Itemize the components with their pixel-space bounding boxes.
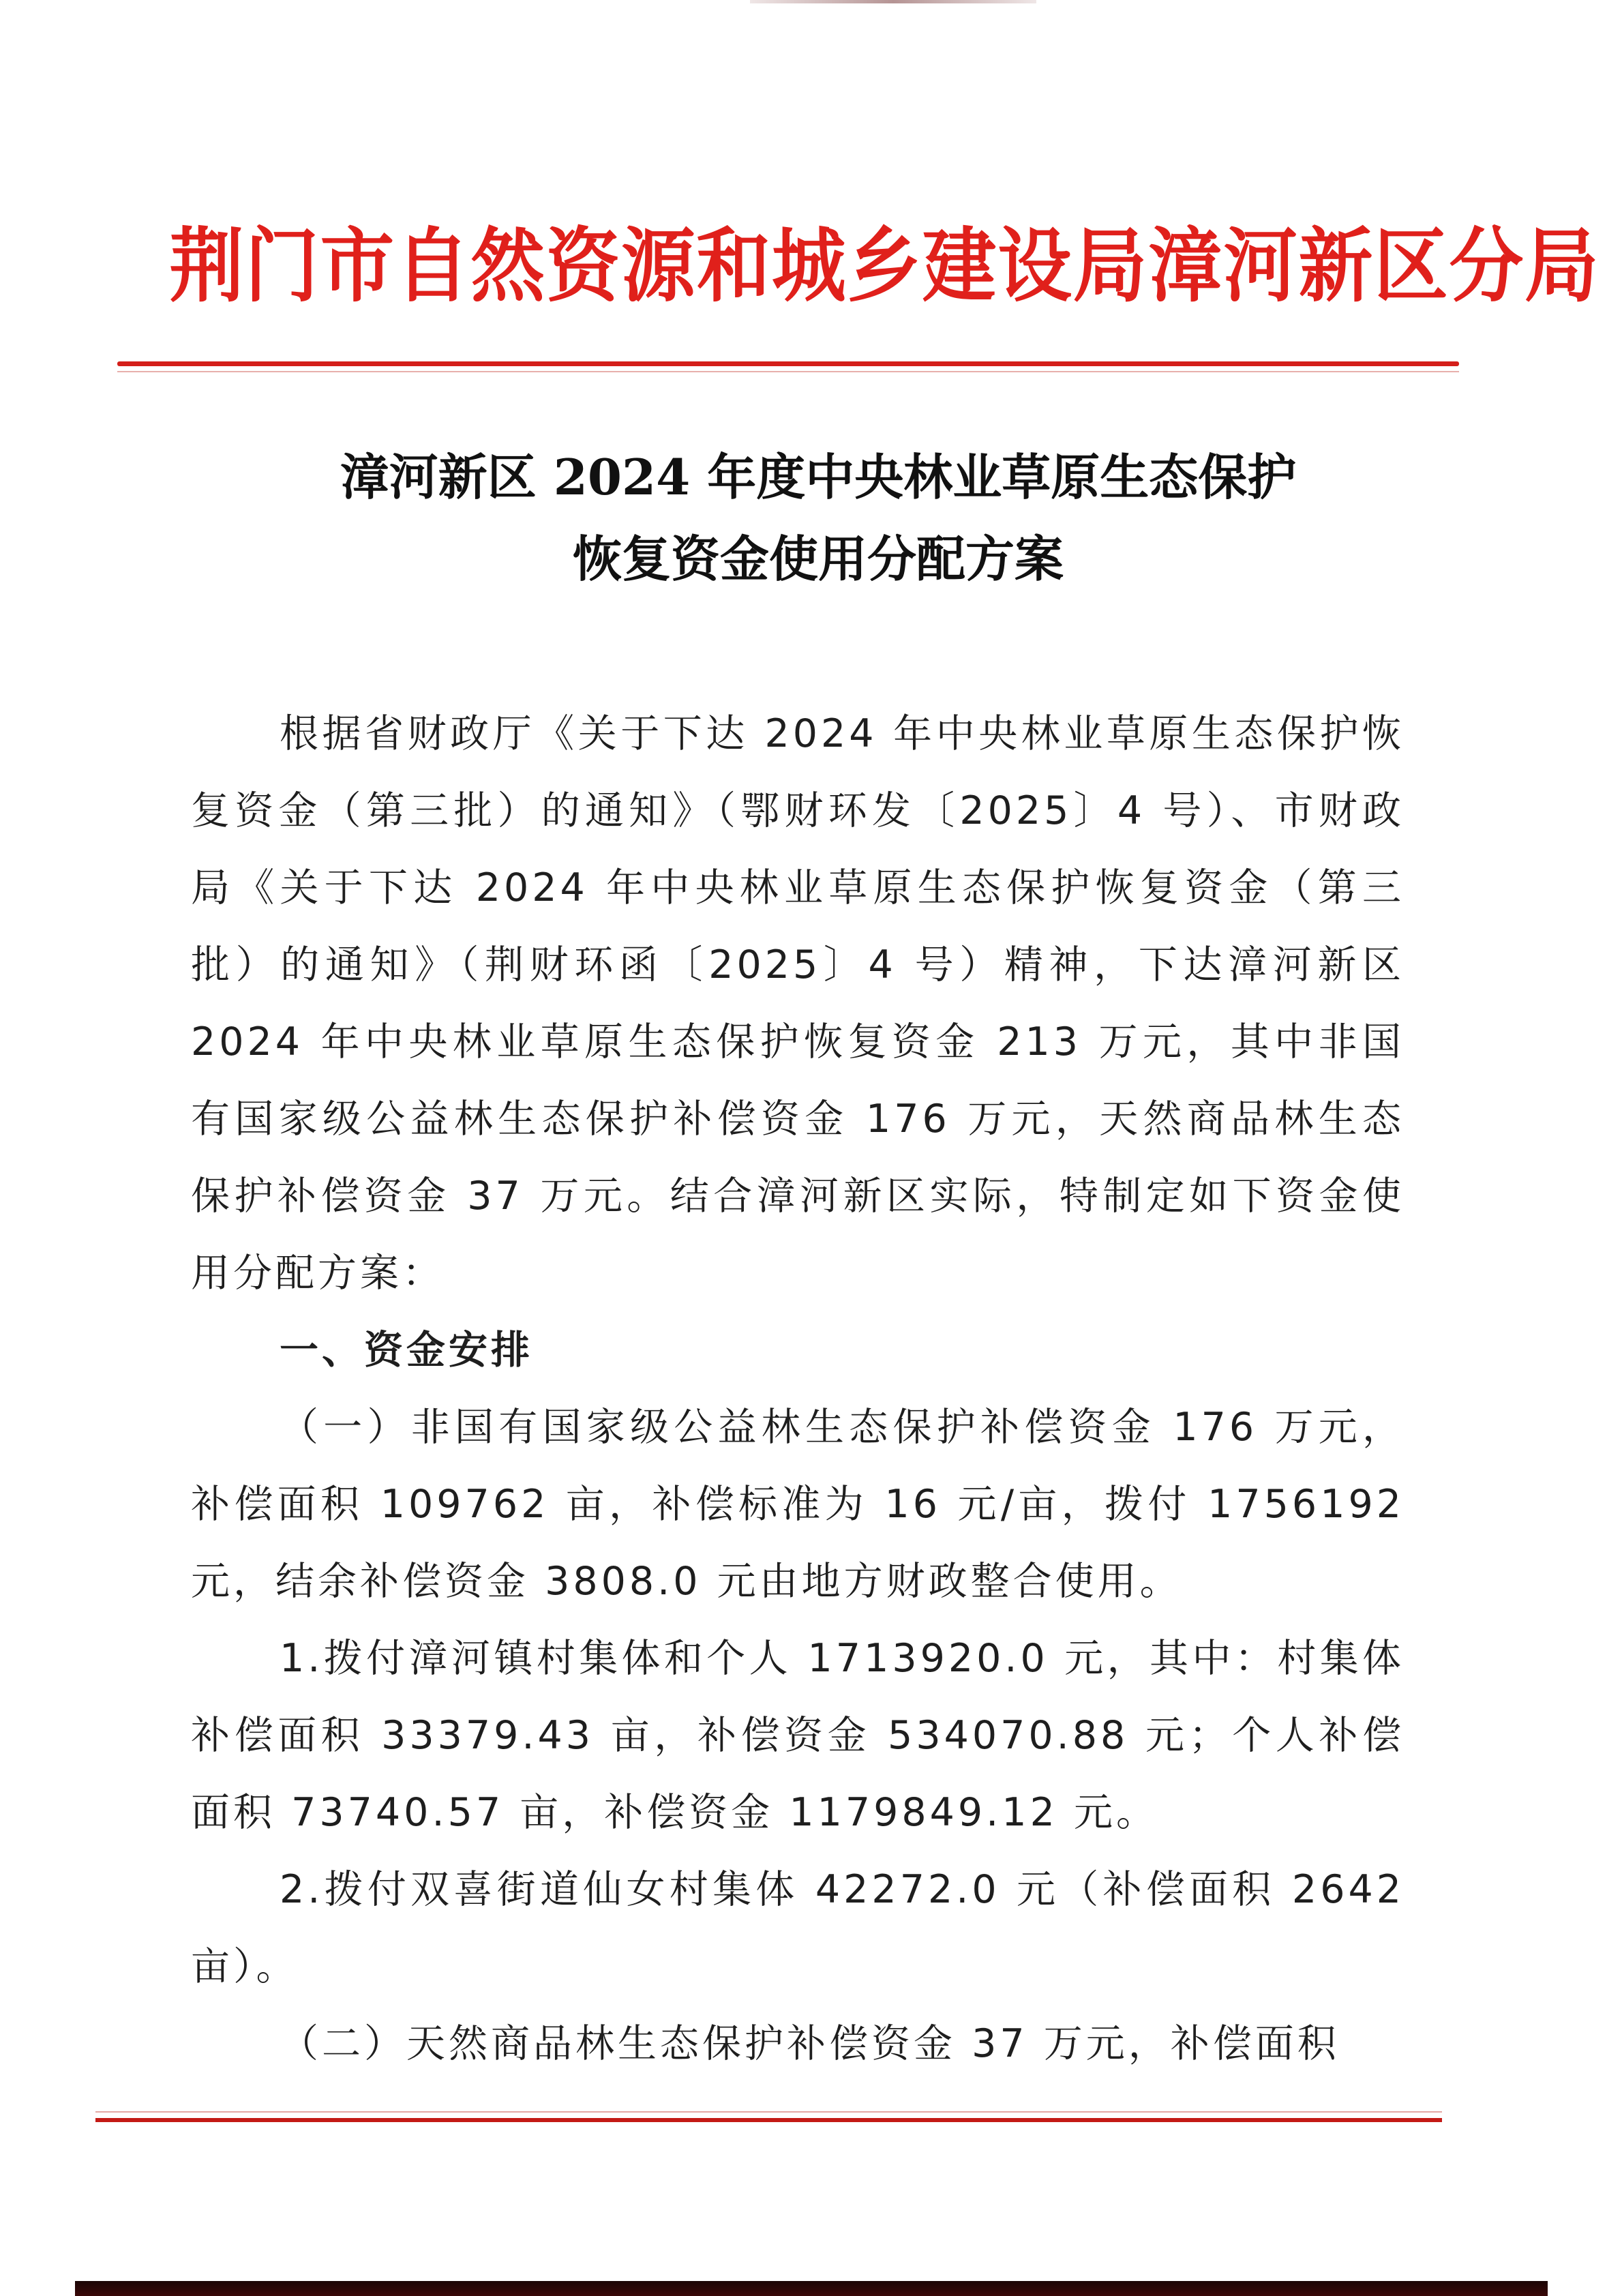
footer-red-rule [95, 2118, 1442, 2122]
footer-thin-rule [95, 2111, 1442, 2113]
title-line-1: 漳河新区 2024 年度中央林业草原生态保护 [340, 448, 1297, 506]
letterhead-organization: 荆门市自然资源和城乡建设局漳河新区分局 [169, 218, 1600, 313]
scan-edge-artifact [750, 0, 1036, 3]
title-line-2: 恢复资金使用分配方案 [572, 530, 1064, 588]
item-1-sub-1-paragraph: 1.拨付漳河镇村集体和个人 1713920.0 元，其中：村集体补偿面积 33379.43 亩，补偿资金 534070.88 元；个人补偿面积 73740.57 亩，补偿资金 1179849.12 元。 [191, 1636, 1405, 1835]
scan-bottom-edge [75, 2281, 1548, 2296]
letterhead-red-rule [117, 361, 1459, 366]
letterhead-thin-rule [117, 371, 1459, 372]
section-heading-fund-arrangement: 一、资金安排 [280, 1328, 533, 1373]
item-1-paragraph: （一）非国有国家级公益林生态保护补偿资金 176 万元，补偿面积 109762 亩，补偿标准为 16 元/亩，拨付 1756192 元，结余补偿资金 3808.0 元由地方财政整合使用。 [191, 1405, 1405, 1604]
intro-paragraph: 根据省财政厅《关于下达 2024 年中央林业草原生态保护恢复资金（第三批）的通知》（鄂财环发〔2025〕4 号）、市财政局《关于下达 2024 年中央林业草原生态保护恢复资金（第三批）的通知》（荆财环函〔2025〕4 号）精神，下达漳河新区 2024 年中央林业草原生态保护恢复资金 213 万元，其中非国有国家级公益林生态保护补偿资金 176 万元，天然商品林生态保护补偿资金 37 万元。结合漳河新区实际，特制定如下资金使用分配方案： [191, 711, 1405, 1296]
item-1-sub-2-paragraph: 2.拨付双喜街道仙女村集体 42272.0 元（补偿面积 2642 亩）。 [191, 1867, 1405, 1989]
item-2-paragraph: （二）天然商品林生态保护补偿资金 37 万元，补偿面积 [280, 2021, 1340, 2066]
document-title [205, 436, 1432, 600]
document-body [191, 696, 1405, 2083]
